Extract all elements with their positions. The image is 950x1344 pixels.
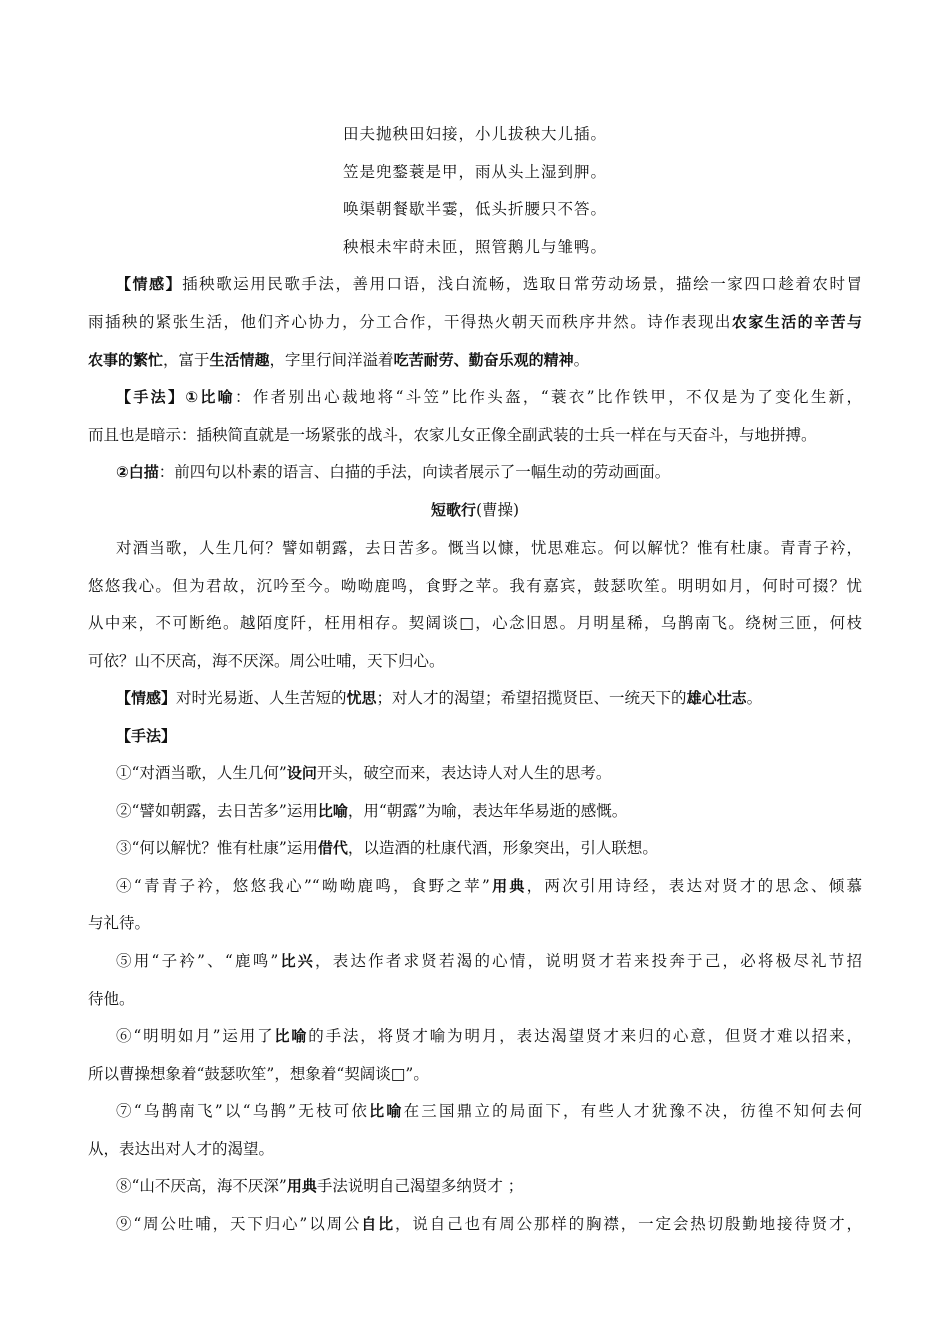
technique-item-7: ⑦“乌鹊南飞”以“乌鹊”无枝可依比喻在三国鼎立的局面下，有些人才犹豫不决，彷徨不知何去何 — [116, 1102, 862, 1120]
poem-line-2: 笠是兜鍪蓑是甲，雨从头上湿到胛。 — [342, 163, 607, 181]
poem-line-4: 秧根未牢莳未匝，照管鹅儿与雏鸭。 — [342, 238, 607, 256]
emotion-label: 【情感】 — [116, 275, 183, 293]
poem-title: 短歌行(曹操) — [430, 501, 520, 519]
technique-heading: 【手法】 — [116, 727, 177, 745]
poem-body-line-3: 从中来，不可断绝。越陌度阡，枉用相存。契阔谈□，心念旧恩。月明星稀，乌鹊南飞。绕树三匝，何枝 — [88, 614, 862, 632]
poem-body-line-4: 可依？山不厌高，海不厌深。周公吐哺，天下归心。 — [88, 652, 445, 670]
poem-body-line-1: 对酒当歌，人生几何？譬如朝露，去日苦多。慨当以慷，忧思难忘。何以解忧？惟有杜康。青青子衿， — [116, 539, 862, 557]
technique-item-3: ③“何以解忧？惟有杜康”运用借代，以造酒的杜康代酒，形象突出，引人联想。 — [116, 839, 658, 857]
technique-item-7-cont: 从，表达出对人才的渴望。 — [88, 1140, 275, 1158]
technique-item-6-cont: 所以曹操想象着“鼓瑟吹笙”，想象着“契阔谈□”。 — [88, 1065, 429, 1083]
poem-line-1: 田夫抛秧田妇接，小儿拔秧大儿插。 — [342, 125, 607, 143]
emotion-paragraph-line-1: 【情感】插秧歌运用民歌手法，善用口语，浅白流畅，选取日常劳动场景，描绘一家四口趁着农时冒 — [116, 275, 862, 293]
technique-paragraph-line-1: 【手法】①比喻：作者别出心裁地将“斗笠”比作头盔，“蓑衣”比作铁甲，不仅是为了变化生新， — [116, 388, 862, 406]
technique-paragraph-line-3: ②白描：前四句以朴素的语言、白描的手法，向读者展示了一幅生动的劳动画面。 — [116, 463, 671, 481]
technique-item-5-cont: 待他。 — [88, 990, 135, 1008]
technique-item-9: ⑨“周公吐哺，天下归心”以周公自比，说自己也有周公那样的胸襟，一定会热切殷勤地接待贤才， — [116, 1215, 862, 1233]
technique-paragraph-line-2: 而且也是暗示：插秧简直就是一场紧张的战斗，农家儿女正像全副武装的士兵一样在与天奋斗，与地拼搏。 — [88, 426, 817, 444]
technique-item-2: ②“譬如朝露，去日苦多”运用比喻，用“朝露”为喻，表达年华易逝的感慨。 — [116, 802, 628, 820]
poem-body-line-2: 悠悠我心。但为君故，沉吟至今。呦呦鹿鸣，食野之苹。我有嘉宾，鼓瑟吹笙。明明如月，何时可掇？忧 — [88, 577, 862, 595]
technique-item-1: ①“对酒当歌，人生几何”设问开头，破空而来，表达诗人对人生的思考。 — [116, 764, 612, 782]
technique-label: 【手法】 — [116, 388, 186, 406]
emotion-paragraph-2: 【情感】对时光易逝、人生苦短的忧思；对人才的渴望；希望招揽贤臣、一统天下的雄心壮志。 — [116, 689, 763, 707]
poem-line-3: 唤渠朝餐歇半霎，低头折腰只不答。 — [342, 200, 607, 218]
emotion-paragraph-line-2: 雨插秧的紧张生活，他们齐心协力，分工合作，干得热火朝天而秩序井然。诗作表现出农家生活的辛苦与 — [88, 313, 862, 331]
technique-item-6: ⑥“明明如月”运用了比喻的手法，将贤才喻为明月，表达渴望贤才来归的心意，但贤才难以招来， — [116, 1027, 862, 1045]
emotion-paragraph-line-3: 农事的繁忙，富于生活情趣，字里行间洋溢着吃苦耐劳、勤奋乐观的精神。 — [88, 351, 590, 369]
technique-item-4-cont: 与礼待。 — [88, 914, 151, 932]
technique-item-8: ⑧“山不厌高，海不厌深”用典手法说明自己渴望多纳贤才 ； — [116, 1177, 524, 1195]
technique-item-5: ⑤用“子衿”、“鹿鸣”比兴，表达作者求贤若渴的心情，说明贤才若来投奔于己，必将极尽礼节招 — [116, 952, 862, 970]
technique-item-4: ④“青青子衿，悠悠我心”“呦呦鹿鸣，食野之苹”用典，两次引用诗经，表达对贤才的思念、倾慕 — [116, 877, 862, 895]
